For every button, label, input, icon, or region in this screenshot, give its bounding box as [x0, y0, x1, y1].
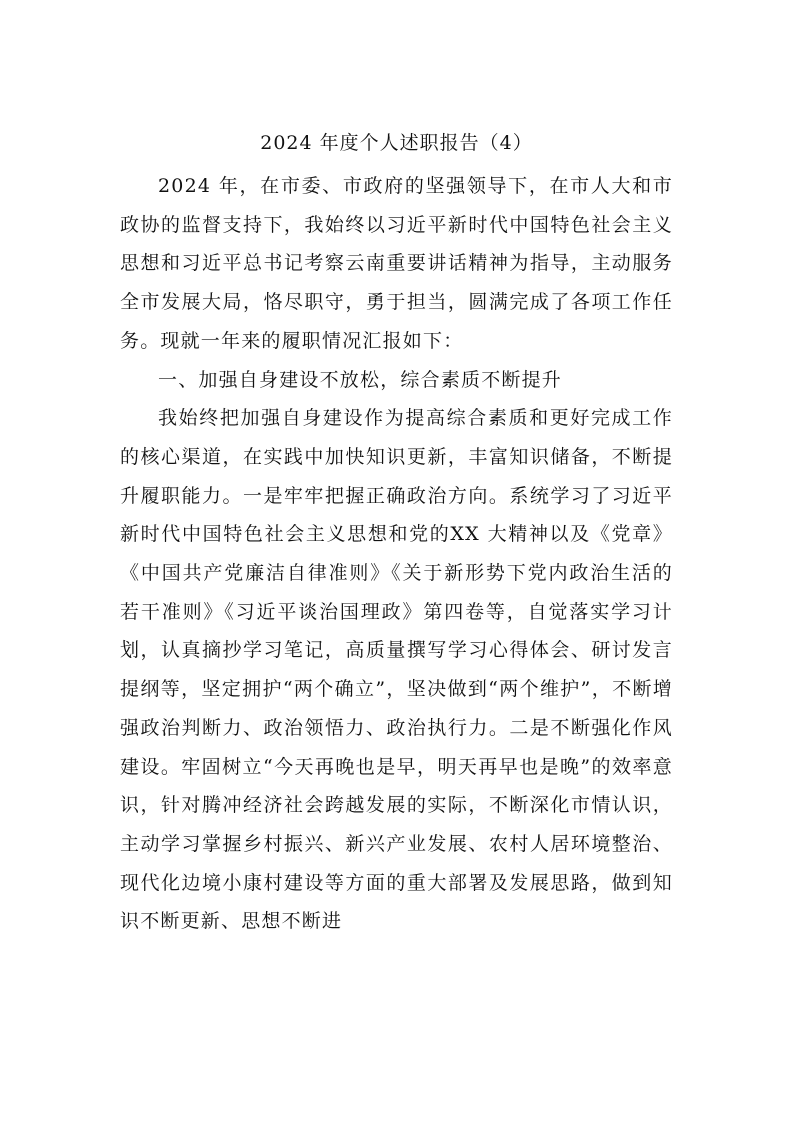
document-title: 2024 年度个人述职报告（4）	[260, 132, 533, 154]
body-paragraph: 我始终把加强自身建设作为提高综合素质和更好完成工作的核心渠道，在实践中加快知识更新，丰富知识储备，不断提升履职能力。一是牢牢把握正确政治方向。系统学习了习近平新时代中国特色社会主义思想和党的XX 大精神以及《党章》《中国共产党廉洁自律准则》《关于新形势下党内政治生活的若干准则》《习近平谈治国理政》第四卷等，自觉落实学习计划，认真摘抄学习笔记，高质量撰写学习心得体会、研讨发言提纲等，坚定拥护“两个确立”，坚决做到“两个维护”，不断增强政治判断力、政治领悟力、政治执行力。二是不断强化作风建设。牢固树立“今天再晚也是早，明天再早也是晚”的效率意识，针对腾冲经济社会跨越发展的实际，不断深化市情认识，主动学习掌握乡村振兴、新兴产业发展、农村人居环境整治、现代化边境小康村建设等方面的重大部署及发展思路，做到知识不断更新、思想不断进	[120, 407, 673, 933]
document-body	[120, 167, 673, 941]
section-heading: 一、加强自身建设不放松，综合素质不断提升	[158, 368, 563, 391]
intro-paragraph: 2024 年，在市委、市政府的坚强领导下，在市人大和市政协的监督支持下，我始终以习近平新时代中国特色社会主义思想和习近平总书记考察云南重要讲话精神为指导，主动服务全市发展大局，恪尽职守，勇于担当，圆满完成了各项工作任务。现就一年来的履职情况汇报如下：	[120, 175, 673, 352]
